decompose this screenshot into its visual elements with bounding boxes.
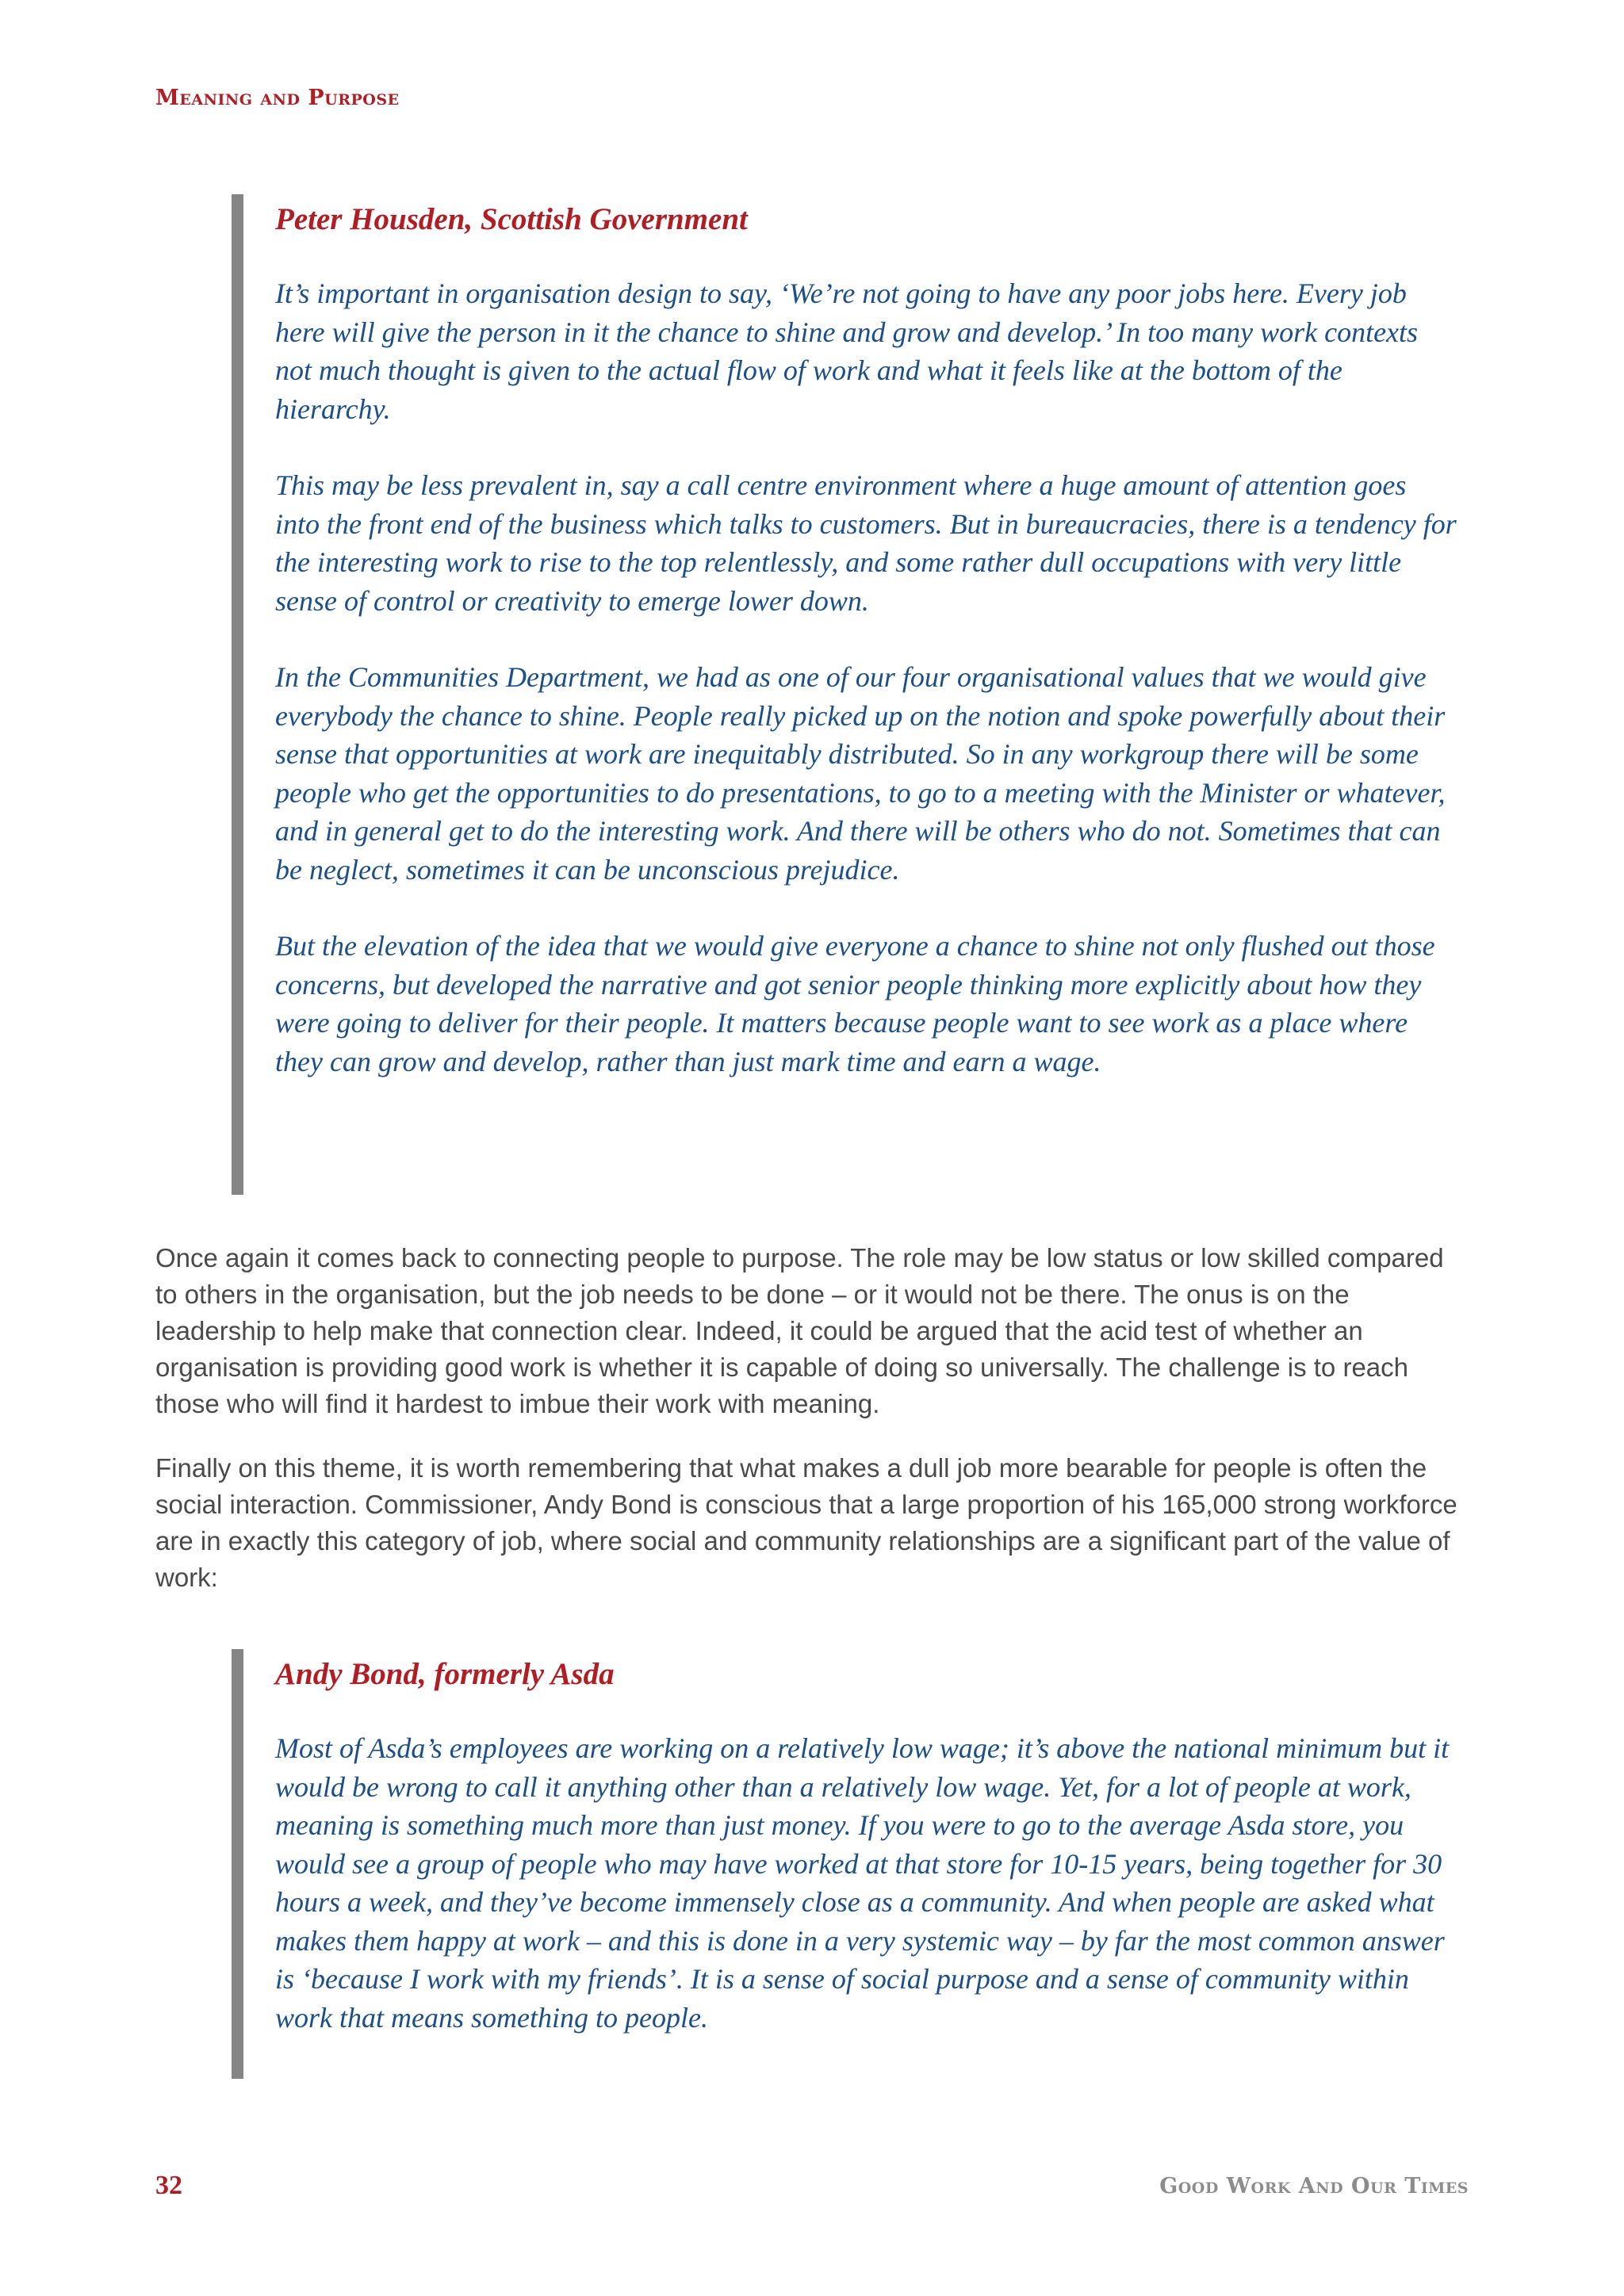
publication-footer: Good Work And Our Times: [1159, 2174, 1469, 2198]
quote-paragraph: It’s important in organisation design to say, ‘We’re not going to have any poor jobs here. Every job here will give the person in it the chance to shine and grow and develop.’ In too many work contexts not much thought is given to the actual flow of work and what it feels like at the bottom of the hierarchy.: [275, 277, 1419, 425]
quote-speaker: Peter Housden, Scottish Government: [275, 202, 748, 236]
quote-paragraph: This may be less prevalent in, say a call centre environment where a huge amount of attention goes into the front end of the business which talks to customers. But in bureaucracies, there is a tendency for the interesting work to rise to the top relentlessly, and some rather dull occupations with very little sense of control or creativity to emerge lower down.: [275, 469, 1457, 617]
quote-block-bond: [232, 1649, 1469, 2079]
quote-paragraph: In the Communities Department, we had as one of our four organisational values that we would give everybody the chance to shine. People really picked up on the notion and spoke powerfully about their sense that opportunities at work are inequitably distributed. So in any workgroup there will be some people who get the opportunities to do presentations, to go to a meeting with the Minister or whatever, and in general get to do the interesting work. And there will be others who do not. Sometimes that can be neglect, sometimes it can be unconscious prejudice.: [275, 661, 1446, 886]
page-number: 32: [155, 2171, 182, 2200]
quote-speaker: Andy Bond, formerly Asda: [275, 1657, 615, 1691]
body-paragraph: Finally on this theme, it is worth remembering that what makes a dull job more bearable for people is often the social interaction. Commissioner, Andy Bond is conscious that a large proportion of his 165,000 strong workforce are in exactly this category of job, where social and community relationships are a significant part of the value of work:: [155, 1453, 1457, 1592]
quote-block-housden: [232, 194, 1469, 1195]
body-paragraph: Once again it comes back to connecting people to purpose. The role may be low status or low skilled compared to others in the organisation, but the job needs to be done – or it would not be there. The onus is on the leadership to help make that connection clear. Indeed, it could be argued that the acid test of whether an organisation is providing good work is whether it is capable of doing so universally. The challenge is to reach those who will find it hardest to imbue their work with meaning.: [155, 1243, 1444, 1418]
section-header: Meaning and Purpose: [155, 86, 400, 110]
quote-paragraph: But the elevation of the idea that we would give everyone a chance to shine not only flushed out those concerns, but developed the narrative and got senior people thinking more explicitly about how they were going to deliver for their people. It matters because people want to see work as a place where they can grow and develop, rather than just mark time and earn a wage.: [275, 930, 1435, 1077]
quote-paragraph: Most of Asda’s employees are working on a relatively low wage; it’s above the national minimum but it would be wrong to call it anything other than a relatively low wage. Yet, for a lot of people at work, meaning is something much more than just money. If you were to go to the average Asda store, you would see a group of people who may have worked at that store for 10-15 years, being together for 30 hours a week, and they’ve become immensely close as a community. And when people are asked what makes them happy at work – and this is done in a very systemic way – by far the most common answer is ‘because I work with my friends’. It is a sense of social purpose and a sense of community within work that means something to people.: [275, 1732, 1450, 2034]
